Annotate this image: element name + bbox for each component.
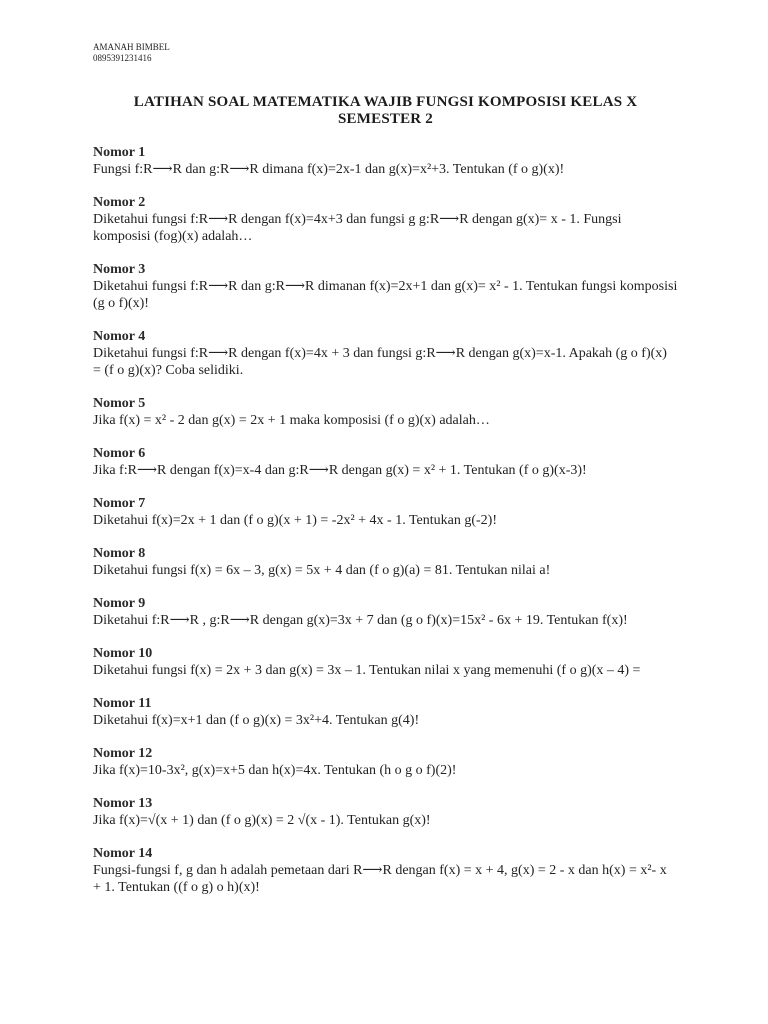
question-text: Diketahui f(x)=x+1 dan (f o g)(x) = 3x²+4. Tentukan g(4)!: [93, 713, 420, 728]
question-item: [93, 645, 678, 679]
question-item: [93, 395, 678, 429]
question-item: [93, 795, 678, 829]
question-item: [93, 495, 678, 529]
question-item: [93, 445, 678, 479]
question-number: Nomor 2: [93, 195, 146, 210]
question-number: Nomor 14: [93, 846, 153, 861]
question-item: [93, 745, 678, 779]
question-text: Jika f(x)=√(x + 1) dan (f o g)(x) = 2 √(x - 1). Tentukan g(x)!: [93, 813, 431, 828]
question-text: Diketahui fungsi f:R⟶R dengan f(x)=4x+3 dan fungsi g g:R⟶R dengan g(x)= x - 1. Fungsi komposisi (fog)(x) adalah…: [93, 212, 622, 244]
question-number: Nomor 9: [93, 596, 146, 611]
question-number: Nomor 12: [93, 746, 153, 761]
question-text: Fungsi f:R⟶R dan g:R⟶R dimana f(x)=2x-1 dan g(x)=x²+3. Tentukan (f o g)(x)!: [93, 162, 565, 177]
question-text: Diketahui f:R⟶R , g:R⟶R dengan g(x)=3x + 7 dan (g o f)(x)=15x² - 6x + 19. Tentukan f(x)!: [93, 613, 628, 628]
question-item: [93, 595, 678, 629]
question-number: Nomor 6: [93, 446, 146, 461]
question-number: Nomor 10: [93, 646, 153, 661]
question-text: Fungsi-fungsi f, g dan h adalah pemetaan dari R⟶R dengan f(x) = x + 4, g(x) = 2 - x dan h(x) = x²- x + 1. Tentukan ((f o g) o h)(x)!: [93, 863, 667, 895]
question-number: Nomor 4: [93, 329, 146, 344]
question-text: Jika f:R⟶R dengan f(x)=x-4 dan g:R⟶R dengan g(x) = x² + 1. Tentukan (f o g)(x-3)!: [93, 463, 587, 478]
question-number: Nomor 5: [93, 396, 146, 411]
question-list: [93, 144, 678, 896]
author-phone: 0895391231416: [93, 53, 152, 63]
document-title: [93, 94, 678, 128]
question-text: Jika f(x) = x² - 2 dan g(x) = 2x + 1 maka komposisi (f o g)(x) adalah…: [93, 413, 490, 428]
question-number: Nomor 13: [93, 796, 153, 811]
question-text: Diketahui fungsi f:R⟶R dengan f(x)=4x + 3 dan fungsi g:R⟶R dengan g(x)=x-1. Apakah (g o f)(x) = (f o g)(x)? Coba selidiki.: [93, 346, 667, 378]
author-name: AMANAH BIMBEL: [93, 42, 170, 52]
question-number: Nomor 7: [93, 496, 146, 511]
question-item: [93, 545, 678, 579]
question-number: Nomor 1: [93, 145, 146, 160]
question-text: Diketahui f(x)=2x + 1 dan (f o g)(x + 1) = -2x² + 4x - 1. Tentukan g(-2)!: [93, 513, 498, 528]
question-item: [93, 845, 678, 896]
question-number: Nomor 11: [93, 696, 152, 711]
title-line-1: LATIHAN SOAL MATEMATIKA WAJIB FUNGSI KOMPOSISI KELAS X: [133, 94, 638, 110]
title-line-2: SEMESTER 2: [338, 111, 433, 127]
question-number: Nomor 3: [93, 262, 146, 277]
question-item: [93, 261, 678, 312]
question-item: [93, 695, 678, 729]
document-header: [93, 42, 678, 64]
question-text: Diketahui fungsi f(x) = 2x + 3 dan g(x) = 3x – 1. Tentukan nilai x yang memenuhi (f o g)(x – 4) =: [93, 663, 641, 678]
question-item: [93, 144, 678, 178]
question-item: [93, 194, 678, 245]
question-item: [93, 328, 678, 379]
question-text: Jika f(x)=10-3x², g(x)=x+5 dan h(x)=4x. Tentukan (h o g o f)(2)!: [93, 763, 457, 778]
question-number: Nomor 8: [93, 546, 146, 561]
question-text: Diketahui fungsi f:R⟶R dan g:R⟶R dimanan f(x)=2x+1 dan g(x)= x² - 1. Tentukan fungsi komposisi (g o f)(x)!: [93, 279, 678, 311]
question-text: Diketahui fungsi f(x) = 6x – 3, g(x) = 5x + 4 dan (f o g)(a) = 81. Tentukan nilai a!: [93, 563, 551, 578]
